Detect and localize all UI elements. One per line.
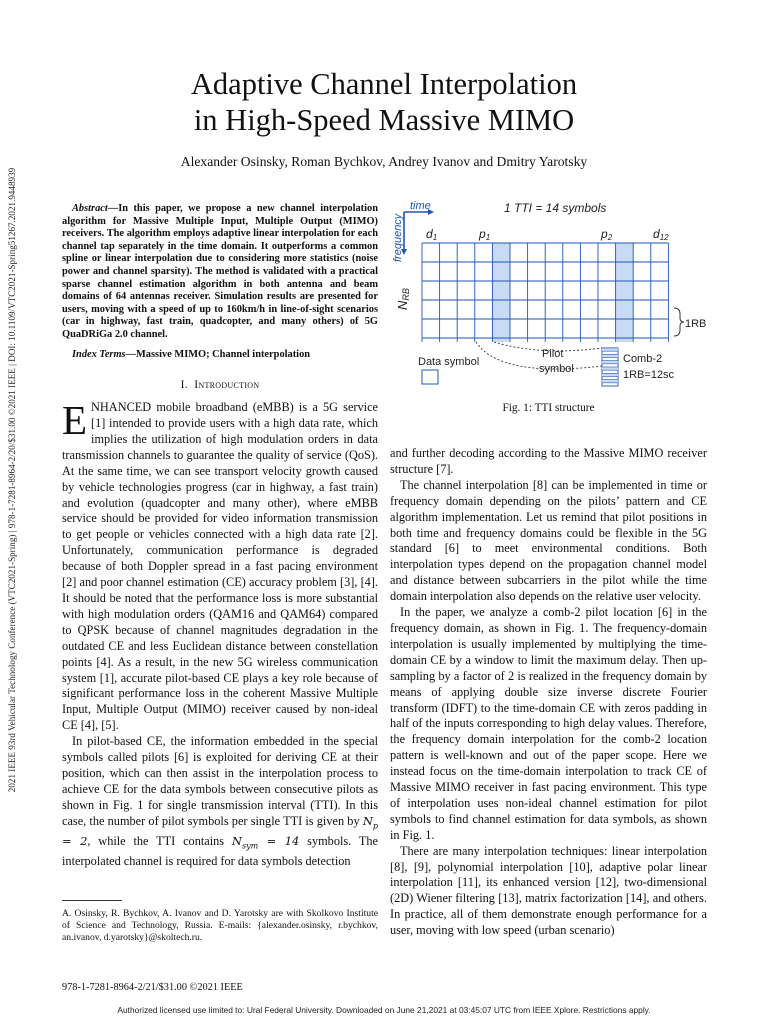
figure-tti-structure xyxy=(390,198,710,398)
right-paragraph-2: In the paper, we analyze a comb-2 pilot location [6] in the frequency domain, as shown in Fig. 1. The frequency-domain interpolation is usually implemented by multiplying the time-domain CE by a window to limit the maximum delay. Then up-sampling by a factor of 2 is realized in the frequency domain by means of applying double size inverse discrete Fourier transform (IDFT) to the time-domain CE with zeros padding in half of the inputs corresponding to high delay values. Therefore, the frequency domain interpolation for the comb-2 location pattern is well-known and out of the paper scope. Here we instead focus on the time-domain interpolation to track CE of Massive MIMO receiver in fast pacing environment. This type of interpolation uses non-ideal channel estimation for pilot symbols to find channel estimation for data symbols, as shown in Fig. 1. xyxy=(390,605,707,842)
d12-sub: 12 xyxy=(659,233,669,242)
side-stamp-text: 2021 IEEE 93rd Vehicular Technology Conference (VTC2021-Spring) | 978-1-7281-8964-2/20/$31.00 ©2021 IEEE | DOI: 10.1109/VTC2021-Spring51267.2021.9448939 xyxy=(7,167,17,793)
legend-data-symbol-box xyxy=(422,370,438,384)
comb-stripe xyxy=(602,367,618,370)
drop-cap: E xyxy=(62,397,88,444)
right-paragraph-0: and further decoding according to the Massive MIMO receiver structure [7]. xyxy=(390,446,707,476)
intro-paragraph-1 xyxy=(62,397,378,734)
intro-p2-text-b: , while the TTI contains xyxy=(87,833,232,848)
column-label-p2 xyxy=(600,227,613,242)
column-label-d1 xyxy=(426,227,437,242)
math-nsym xyxy=(231,833,300,851)
section-name: Introduction xyxy=(194,379,260,392)
tti-length-label: 1 TTI = 14 symbols xyxy=(504,201,607,215)
p2-sub: 2 xyxy=(607,233,613,242)
section-heading-introduction xyxy=(62,379,378,391)
footnote-rule xyxy=(62,900,122,901)
license-notice: Authorized licensed use limited to: Ural Federal University. Downloaded on June 21,2021 at 03:45:07 UTC from IEEE Xplore. Restrictions apply. xyxy=(117,1005,651,1015)
math-np-sub: p xyxy=(372,820,378,830)
right-column xyxy=(390,446,707,939)
index-terms-label: Index Terms xyxy=(72,348,126,360)
abstract-dash: — xyxy=(107,203,119,214)
time-label: time xyxy=(410,200,431,212)
abstract-text: In this paper, we propose a new channel interpolation algorithm for Massive Multiple Input, Multiple Output (MIMO) receivers. The algorithm employs adaptive linear interpolation for each channel tap separately in the time domain. It outperforms a common spline or linear interpolation due to considering more statistics (noise power and channel sparsity). The method is validated with a practical sparse channel estimation algorithm in both antenna and beam domains of 64 antennas receiver. Simulation results are presented for users, moving with a speed of up to 160km/h in line-of-sight scenarios (car in highway, fast train, quadcopter, and many others) of 5G QuaDRiGa 2.0 channel. xyxy=(62,203,378,340)
index-terms xyxy=(62,349,378,362)
legend-comb-line1: Comb-2 xyxy=(623,353,663,365)
frequency-label: frequency xyxy=(392,213,404,262)
right-paragraph-1: The channel interpolation [8] can be implemented in time or frequency domain depending on the pilots’ pattern and CE algorithm implementation. Let us remind that pilot positions in both time and frequency domains could be flexible in the 5G standard [6] to meet environmental conditions. Both interpolation types depend on the propagation channel model and distance between subcarriers in the pilot while the time domain interpolation also depends on the relative user velocity. xyxy=(390,477,707,604)
author-list: Alexander Osinsky, Roman Bychkov, Andrey Ivanov and Dmitry Yarotsky xyxy=(180,154,588,169)
index-terms-dash: — xyxy=(125,348,136,360)
title-line-1: Adaptive Channel Interpolation xyxy=(190,67,578,101)
d12-letter: d xyxy=(653,227,660,241)
side-doi-stamp xyxy=(0,0,24,1024)
comb2-block xyxy=(602,348,618,386)
comb-stripe xyxy=(602,373,618,376)
abstract xyxy=(62,203,378,342)
nrb-label xyxy=(395,288,411,310)
pilot-column-fill xyxy=(616,243,634,342)
intro-p2-text-c: symbols. The interpolated channel is required for data symbols detection xyxy=(62,833,378,869)
p1-letter: p xyxy=(479,227,486,241)
column-label-d12 xyxy=(653,227,669,242)
left-column xyxy=(62,203,378,870)
comb-stripe xyxy=(602,348,618,351)
comb-stripe xyxy=(602,380,618,383)
column-label-p1 xyxy=(478,227,490,242)
figure-caption: Fig. 1: TTI structure xyxy=(502,402,595,414)
comb-stripe xyxy=(602,361,618,364)
d1-sub: 1 xyxy=(432,233,438,242)
author-footnote xyxy=(62,908,378,943)
one-rb-label: 1RB xyxy=(685,318,707,330)
isbn-line: 978-1-7281-8964-2/21/$31.00 ©2021 IEEE xyxy=(62,982,243,993)
tti-grid xyxy=(422,243,668,342)
legend-pilot-line2: symbol xyxy=(539,363,574,375)
index-terms-text: Massive MIMO; Channel interpolation xyxy=(136,348,311,360)
comb-stripe xyxy=(602,354,618,357)
math-np-eq: = 2 xyxy=(62,833,88,848)
nrb-sub: RB xyxy=(401,288,411,301)
pilot-column-fill xyxy=(492,243,510,342)
paper-title xyxy=(120,66,648,138)
math-nsym-symbol: N xyxy=(231,833,242,848)
legend-comb-line2: 1RB=12sc xyxy=(623,369,675,381)
math-np-symbol: N xyxy=(362,813,373,828)
section-numeral: I. xyxy=(180,379,188,392)
legend-pilot-line1: Pilot xyxy=(542,348,564,360)
intro-p1-text: mobile broadband (eMBB) is a 5G service [1] intended to provide users with a high data rate, which implies the utilization of high modulation orders in data transmission channels to guarantee the quality of service (QoS). At the same time, we can see transport velocity growth caused by vehicle technologies progress (car in highway, a fast train) and evolution (quadcopter and many other), where eMBB service should be provided for video information transmission to get people or vehicles connected with a high data rate [2]. Unfortunately, communication performance is degraded because of both Doppler spread in a fast pacing environment [2] and poor channel estimation (CE) accuracy problem [3], [4]. It should be noted that the performance loss is more substantial with high modulation orders (QAM16 and QAM64) compared to QPSK because of channel magnitudes degradation in the outdated CE and less Euclidean distance between constellation points [4]. As a result, in the new 5G wireless communication system [1], accurate pilot-based CE plays a key role because of significant performance loss in the coherent Massive Multiple Input, Multiple Output (MIMO) receiver caused by non-ideal CE [4], [5]. xyxy=(62,400,378,733)
p2-letter: p xyxy=(601,227,608,241)
nrb-letter: N xyxy=(395,300,410,310)
math-nsym-sub: sym xyxy=(241,841,259,851)
abstract-label: Abstract xyxy=(72,203,108,214)
footnote-text: A. Osinsky, R. Bychkov, A. Ivanov and D. Yarotsky are with Skolkovo Institute of Science and Technology, Russia. E-mails: {alexander.osinsky, r.bychkov, an.ivanov, d.yarotsky}@skoltech.ru. xyxy=(62,908,378,943)
rb-brace xyxy=(674,308,684,336)
math-nsym-eq: = 14 xyxy=(258,833,300,848)
legend-data-symbol-label: Data symbol xyxy=(418,356,480,368)
right-paragraph-3: There are many interpolation techniques: linear interpolation [8], [9], polynomial interpolation [10], adaptive polar linear interpolation [11], its enhanced version [12], two-dimensional (2D) Wiener filtering [13], matrix factorization [14], and others. In practice, all of them demonstrate enough performance for a user, moving with low speed (urban scenario) xyxy=(390,843,707,938)
first-word: NHANCED xyxy=(91,400,152,415)
title-line-2: in High-Speed Massive MIMO xyxy=(193,103,575,137)
intro-p2-text-a: In pilot-based CE, the information embedded in the special symbols called pilots [6] is exploited for deriving CE at their position, which can then assist in the interpolation process to achieve CE for the data symbols between consecutive pilots as shown in Fig. 1 for single transmission interval (TTI). In this case, the number of pilot symbols per single TTI is given by xyxy=(62,734,378,828)
intro-paragraph-2 xyxy=(62,734,378,870)
p1-sub: 1 xyxy=(485,233,491,242)
d1-letter: d xyxy=(426,227,433,241)
